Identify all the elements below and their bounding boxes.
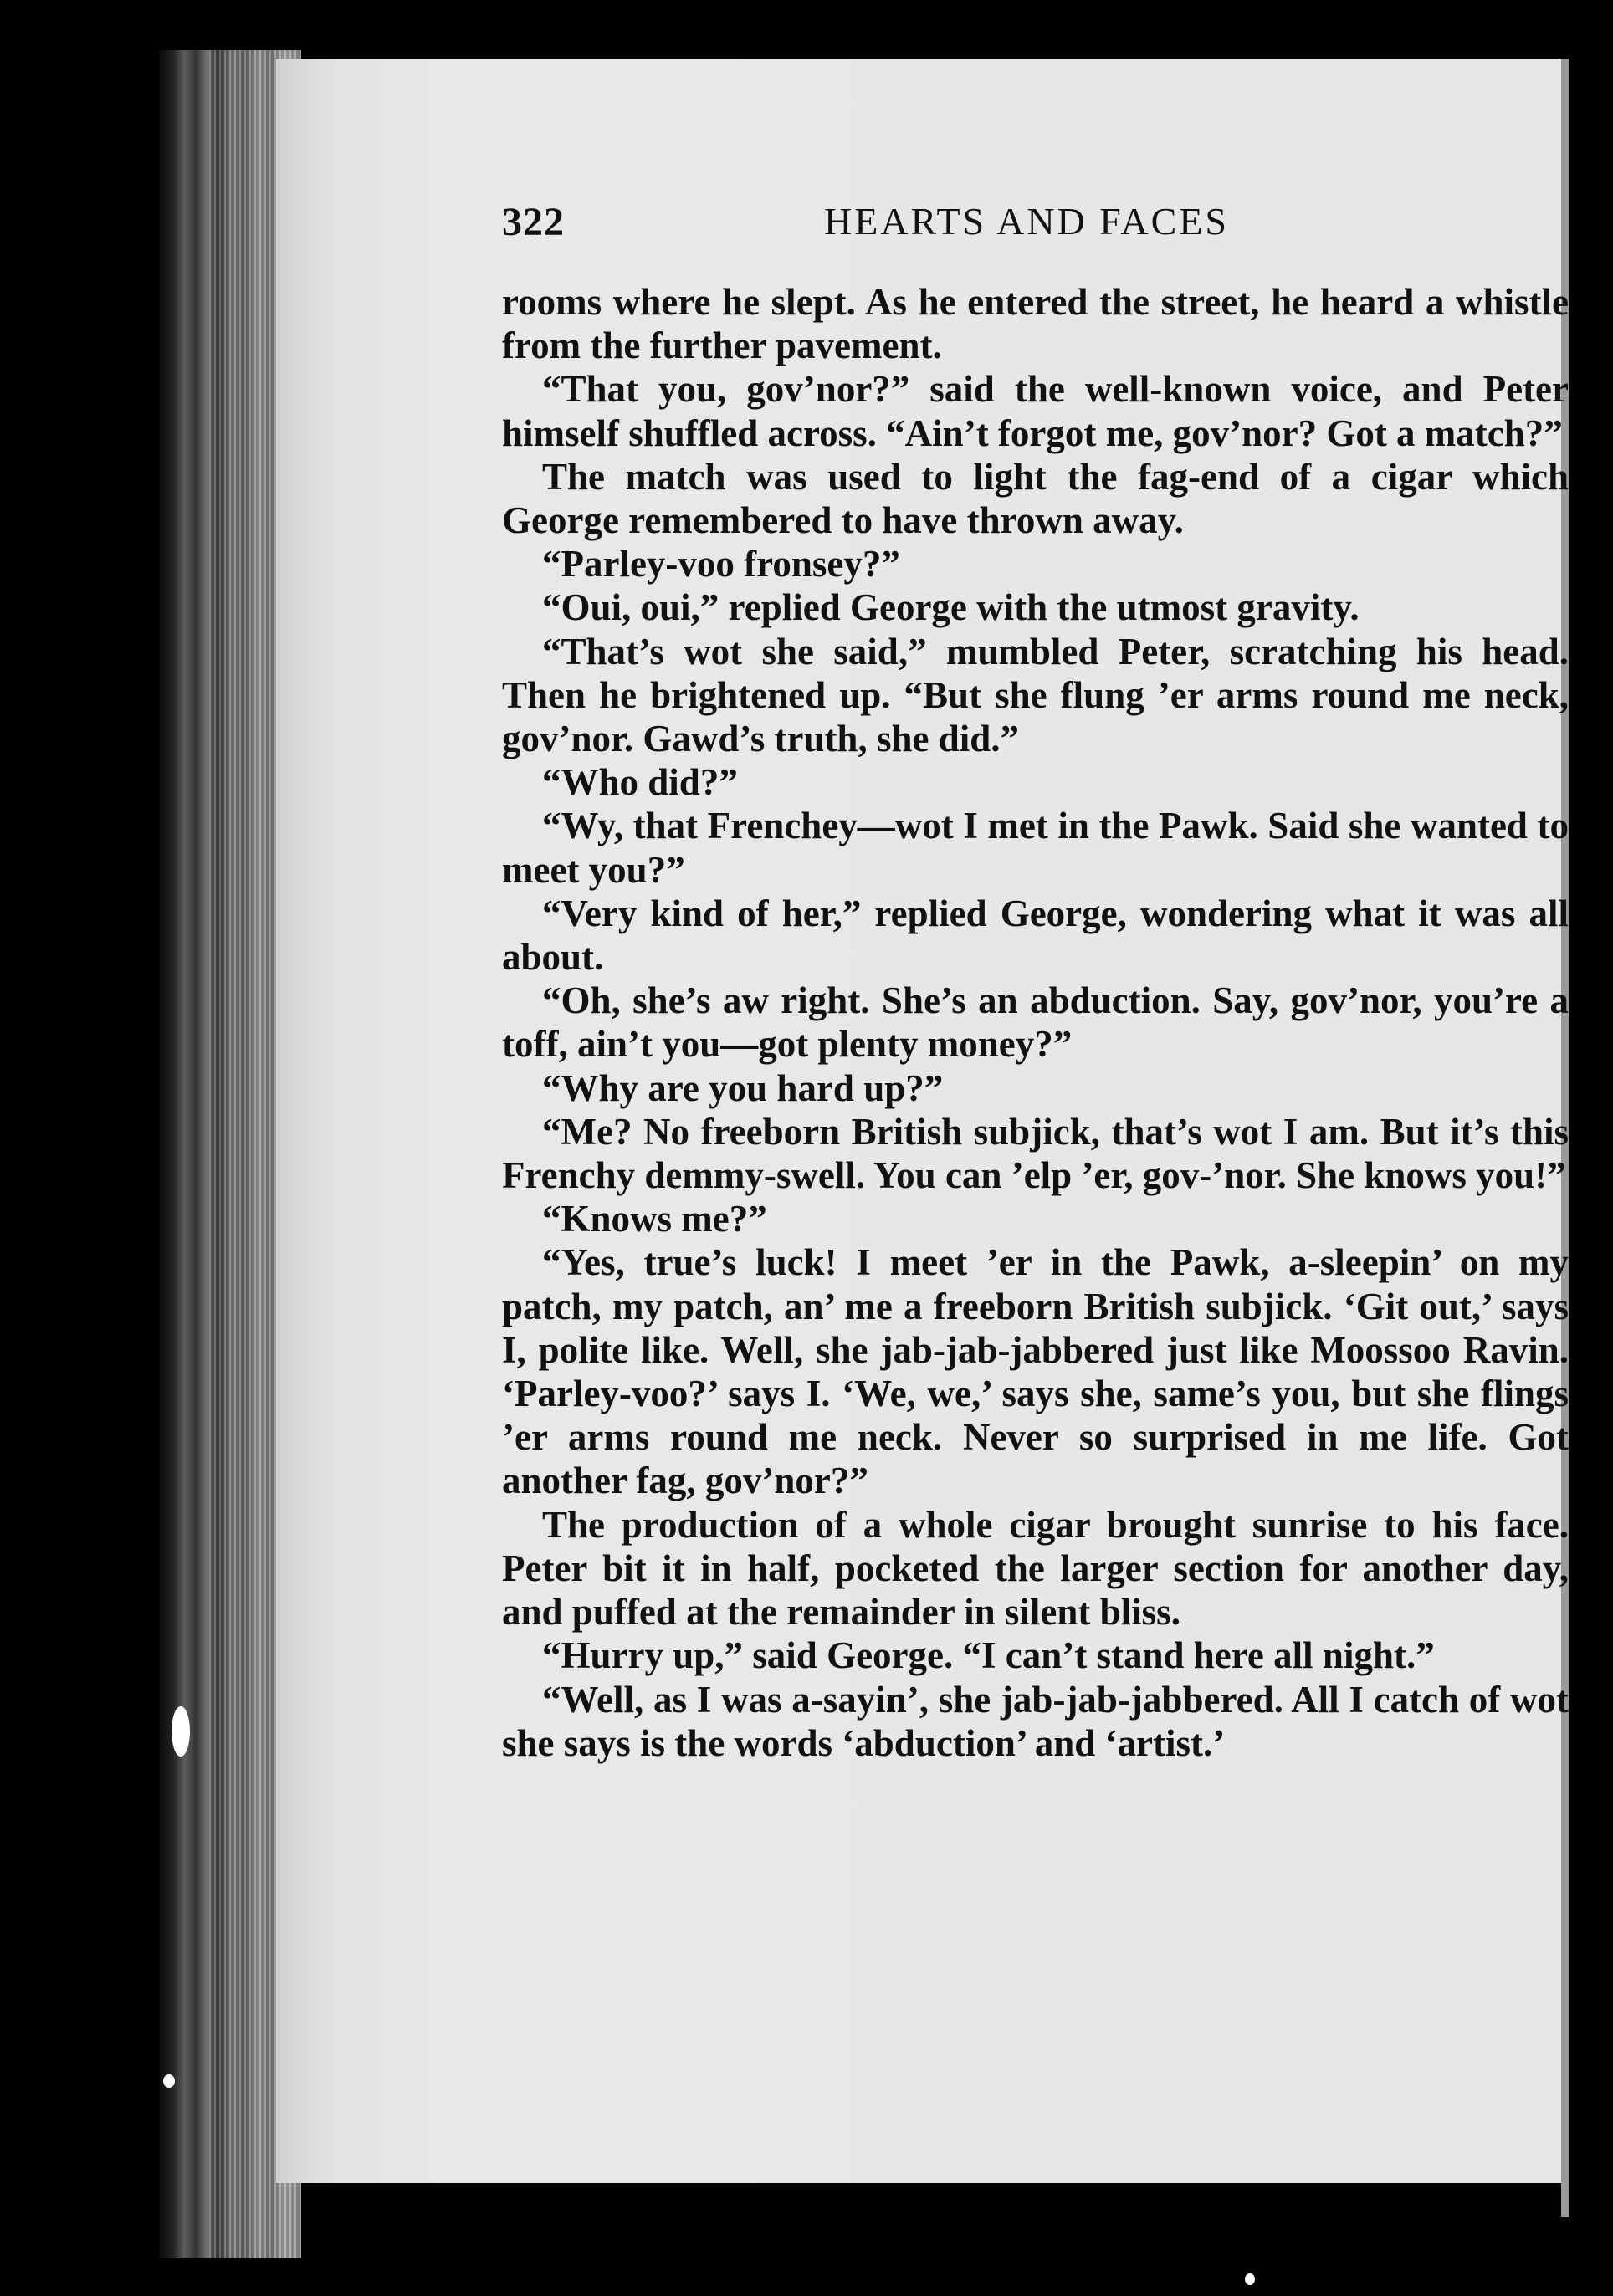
- paragraph: “Hurry up,” said George. “I can’t stand here all night.”: [542, 1634, 1435, 1677]
- paragraph: “Who did?”: [542, 761, 738, 804]
- paragraph: “Wy, that Frenchey—wot I met in the Pawk. Said she wanted to meet you?”: [502, 805, 1569, 891]
- paragraph: “Oh, she’s aw right. She’s an abduction. Say, gov’nor, you’re a toff, ain’t you—got plenty money?”: [502, 979, 1569, 1066]
- paragraph: “Why are you hard up?”: [542, 1066, 944, 1109]
- scan-speck: [172, 1706, 190, 1757]
- body-text: [502, 280, 1569, 1765]
- paragraph: “Me? No freeborn British subjick, that’s wot I am. But it’s this Frenchy demmy-swell. You can ’elp ’er, gov-’nor. She knows you!”: [502, 1110, 1569, 1197]
- paragraph: “Yes, true’s luck! I meet ’er in the Pawk, a-sleepin’ on my patch, my patch, an’ me a freeborn British subjick. ‘Git out,’ says I, polite like. Well, she jab-jab-jabbered just like Moossoo Ravin. ‘Parley-voo?’ says I. ‘We, we,’ says she, same’s you, but she flings ’er arms round me neck. Never so surprised in me life. Got another fag, gov’nor?”: [502, 1241, 1569, 1502]
- running-head: [502, 199, 1590, 258]
- paragraph: The match was used to light the fag-end of a cigar which George remembered to have thrown away.: [502, 455, 1569, 542]
- page-number: 322: [502, 200, 565, 244]
- paragraph: “Oui, oui,” replied George with the utmost gravity.: [542, 586, 1360, 629]
- paragraph: rooms where he slept. As he entered the street, he heard a whistle from the further pavement.: [502, 281, 1569, 367]
- paragraph: The production of a whole cigar brought sunrise to his face. Peter bit it in half, pocketed the larger section for another day, and puffed at the remainder in silent bliss.: [502, 1503, 1569, 1634]
- paragraph: “Very kind of her,” replied George, wondering what it was all about.: [502, 892, 1569, 979]
- paragraph: “That you, gov’nor?” said the well-known voice, and Peter himself shuffled across. “Ain’t forgot me, gov’nor? Got a match?”: [502, 368, 1569, 454]
- book-title: HEARTS AND FACES: [824, 200, 1230, 243]
- paragraph: “Well, as I was a-sayin’, she jab-jab-jabbered. All I catch of wot she says is the words ‘abduction’ and ‘artist.’: [502, 1678, 1569, 1764]
- paragraph: “Knows me?”: [542, 1198, 767, 1240]
- scan-speck: [163, 2074, 175, 2088]
- paragraph: “Parley-voo fronsey?”: [542, 543, 900, 586]
- scan-speck: [1245, 2273, 1255, 2285]
- paragraph: “That’s wot she said,” mumbled Peter, scratching his head. Then he brightened up. “But she flung ’er arms round me neck, gov’nor. Gawd’s truth, she did.”: [502, 630, 1569, 760]
